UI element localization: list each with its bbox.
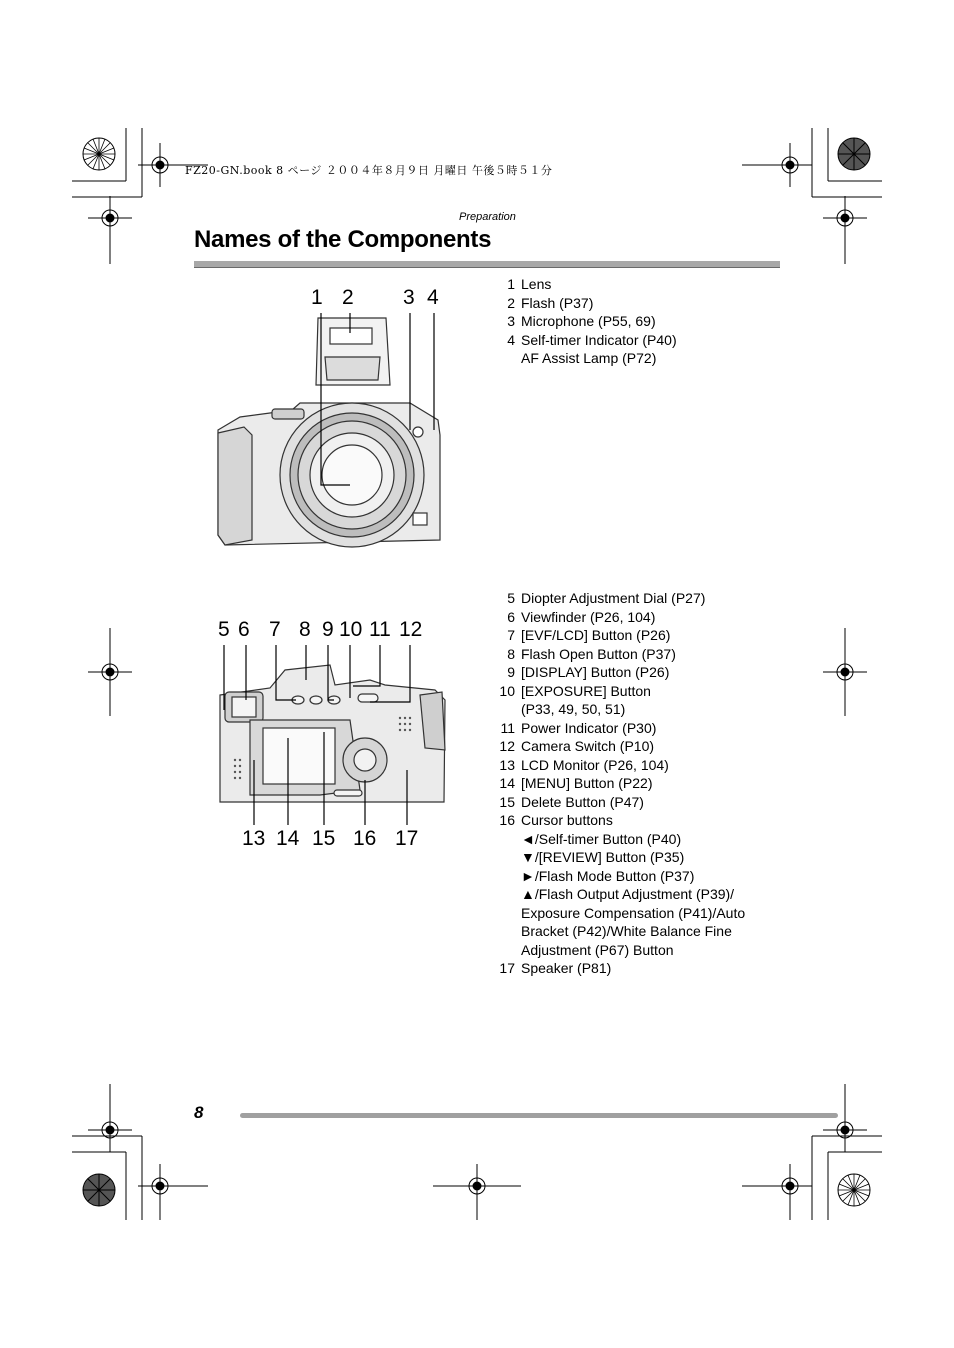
list-item: Bracket (P42)/White Balance Fine: [521, 923, 732, 939]
list-item: 7 [EVF/LCD] Button (P26): [507, 627, 671, 643]
callout-11: 11: [369, 618, 391, 641]
callout-3: 3: [403, 286, 415, 309]
callout-4: 4: [427, 286, 439, 309]
list-item: 4 Self-timer Indicator (P40): [507, 331, 677, 348]
list-item: 6 Viewfinder (P26, 104): [507, 608, 656, 625]
callout-8: 8: [299, 618, 311, 641]
list-item: 5 Diopter Adjustment Dial (P27): [507, 590, 706, 606]
list-item: 12 Camera Switch (P10): [499, 738, 655, 754]
front-parts-list: [494, 275, 677, 368]
section-label: Preparation: [459, 211, 516, 223]
callout-2: 2: [342, 286, 354, 309]
list-item: 2 Flash (P37): [507, 294, 594, 311]
footer-rule: [240, 1113, 838, 1118]
list-item: ►/Flash Mode Button (P37): [521, 867, 695, 884]
list-item: 9 [DISPLAY] Button (P26): [507, 664, 670, 680]
page-title: Names of the Components: [194, 226, 492, 253]
list-item: AF Assist Lamp (P72): [521, 350, 657, 366]
list-item: 14 [MENU] Button (P22): [499, 775, 653, 791]
list-item: Adjustment (P67) Button: [521, 941, 674, 958]
list-item: 15 Delete Button (P47): [499, 793, 644, 810]
file-info: FZ20-GN.book 8 ページ ２００４年８月９日 月曜日 午後５時５１分: [185, 164, 553, 177]
callout-7: 7: [269, 618, 281, 641]
callout-5: 5: [218, 618, 230, 641]
callout-1: 1: [311, 286, 323, 309]
callout-16: 16: [353, 827, 377, 850]
callout-17: 17: [395, 827, 419, 850]
list-item: 11 Power Indicator (P30): [500, 719, 657, 736]
page-number: 8: [194, 1103, 204, 1122]
list-item: 13 LCD Monitor (P26, 104): [499, 756, 669, 773]
front-camera-illustration: [200, 285, 460, 560]
list-item: Exposure Compensation (P41)/Auto: [521, 904, 746, 921]
callout-13: 13: [242, 827, 266, 850]
list-item: 16 Cursor buttons: [499, 812, 613, 828]
list-item: ▼/[REVIEW] Button (P35): [521, 849, 685, 865]
rear-camera-illustration: [210, 640, 455, 825]
callout-6: 6: [238, 618, 250, 641]
rear-parts-list: [494, 589, 745, 978]
list-item: ▲/Flash Output Adjustment (P39)/: [521, 886, 735, 902]
list-item: 17 Speaker (P81): [499, 960, 612, 976]
list-item: 1 Lens: [507, 276, 552, 292]
callout-15: 15: [312, 827, 336, 850]
list-item: 3 Microphone (P55, 69): [507, 313, 656, 329]
callout-10: 10: [339, 618, 363, 641]
callout-12: 12: [399, 618, 423, 641]
list-item: (P33, 49, 50, 51): [521, 701, 626, 717]
callout-14: 14: [276, 827, 300, 850]
title-rule: [194, 261, 780, 268]
list-item: 8 Flash Open Button (P37): [507, 645, 676, 662]
callout-9: 9: [322, 618, 334, 641]
list-item: 10 [EXPOSURE] Button: [499, 682, 651, 699]
list-item: ◄/Self-timer Button (P40): [521, 830, 682, 847]
